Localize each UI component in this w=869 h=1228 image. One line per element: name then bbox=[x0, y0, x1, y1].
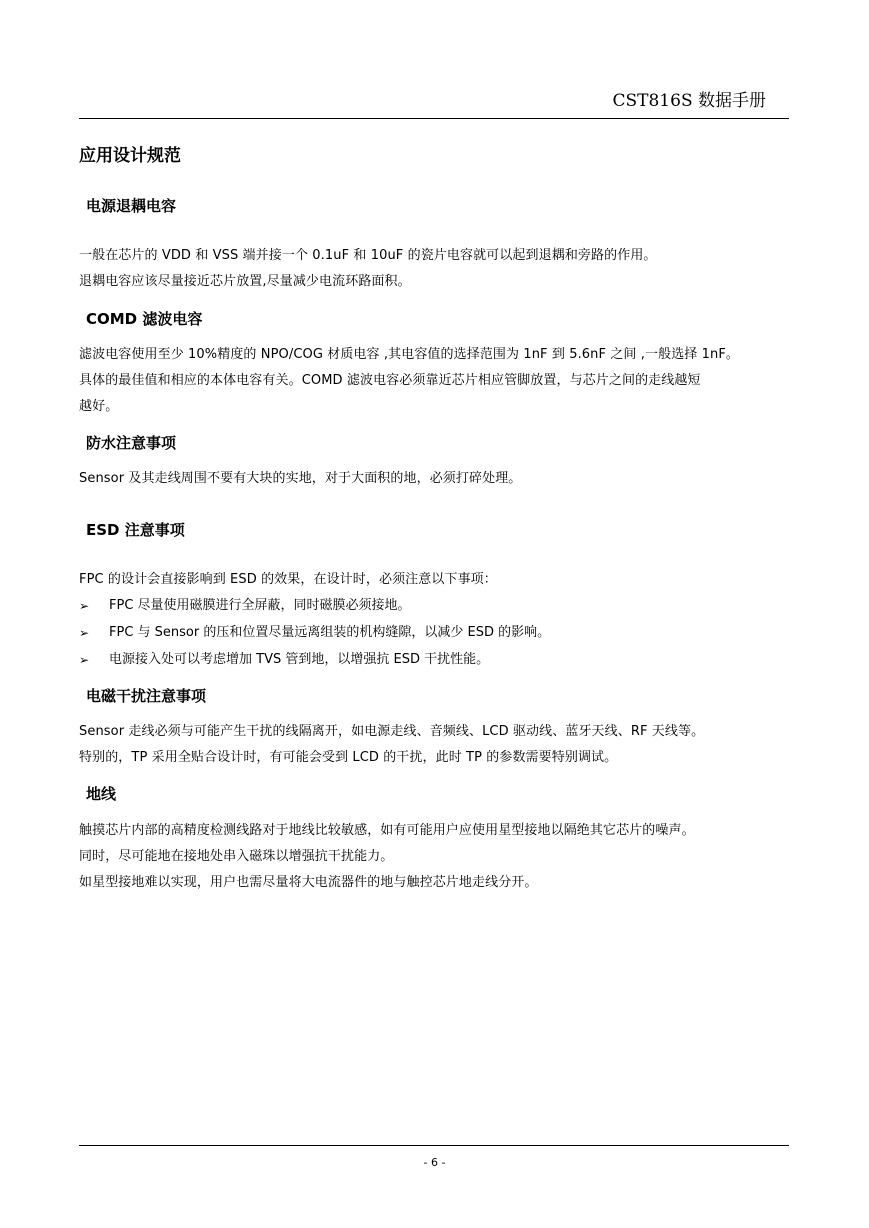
paragraph-line: 特别的，TP 采用全贴合设计时，有可能会受到 LCD 的干扰，此时 TP 的参数需要特别调试。 bbox=[79, 750, 618, 765]
paragraph-line: 越好。 bbox=[79, 399, 119, 414]
section-title: 应用设计规范 bbox=[79, 146, 181, 166]
heading-comd-filter: COMD 滤波电容 bbox=[86, 310, 203, 328]
paragraph-line: 同时，尽可能地在接地处串入磁珠以增强抗干扰能力。 bbox=[79, 849, 394, 864]
heading-ground: 地线 bbox=[86, 785, 117, 803]
paragraph-line: 滤波电容使用至少 10%精度的 NPO/COG 材质电容 ,其电容值的选择范围为 1nF 到 5.6nF 之间 ,一般选择 1nF。 bbox=[79, 347, 740, 362]
bullet-arrow-icon: ➢ bbox=[79, 653, 90, 667]
esd-intro: FPC 的设计会直接影响到 ESD 的效果，在设计时，必须注意以下事项： bbox=[79, 572, 497, 587]
heading-emi: 电磁干扰注意事项 bbox=[86, 687, 207, 705]
paragraph-line: Sensor 走线必须与可能产生干扰的线隔离开，如电源走线、音频线、LCD 驱动线、蓝牙天线、RF 天线等。 bbox=[79, 724, 705, 739]
document-title: CST816S 数据手册 bbox=[612, 91, 766, 111]
header-divider bbox=[79, 118, 789, 119]
paragraph-line: 退耦电容应该尽量接近芯片放置,尽量减少电流环路面积。 bbox=[79, 274, 411, 289]
bullet-arrow-icon: ➢ bbox=[79, 626, 90, 640]
footer-divider bbox=[79, 1145, 789, 1146]
heading-waterproof: 防水注意事项 bbox=[86, 434, 177, 452]
bullet-arrow-icon: ➢ bbox=[79, 599, 90, 613]
heading-esd: ESD 注意事项 bbox=[86, 521, 185, 539]
paragraph-line: 如星型接地难以实现，用户也需尽量将大电流器件的地与触控芯片地走线分开。 bbox=[79, 875, 538, 890]
list-item: FPC 与 Sensor 的压和位置尽量远离组装的机构缝隙，以减少 ESD 的影响。 bbox=[109, 625, 551, 640]
paragraph-line: 触摸芯片内部的高精度检测线路对于地线比较敏感，如有可能用户应使用星型接地以隔绝其它芯片的噪声。 bbox=[79, 823, 695, 838]
list-item: FPC 尽量使用磁膜进行全屏蔽，同时磁膜必须接地。 bbox=[109, 598, 411, 613]
paragraph-line: Sensor 及其走线周围不要有大块的实地，对于大面积的地，必须打碎处理。 bbox=[79, 471, 522, 486]
paragraph-line: 一般在芯片的 VDD 和 VSS 端并接一个 0.1uF 和 10uF 的瓷片电容就可以起到退耦和旁路的作用。 bbox=[79, 248, 657, 263]
list-item: 电源接入处可以考虑增加 TVS 管到地，以增强抗 ESD 干扰性能。 bbox=[109, 652, 490, 667]
heading-power-decoupling: 电源退耦电容 bbox=[86, 197, 177, 215]
paragraph-line: 具体的最佳值和相应的本体电容有关。COMD 滤波电容必须靠近芯片相应管脚放置，与芯片之间的走线越短 bbox=[79, 373, 701, 388]
page-number: - 6 - bbox=[423, 1156, 446, 1169]
